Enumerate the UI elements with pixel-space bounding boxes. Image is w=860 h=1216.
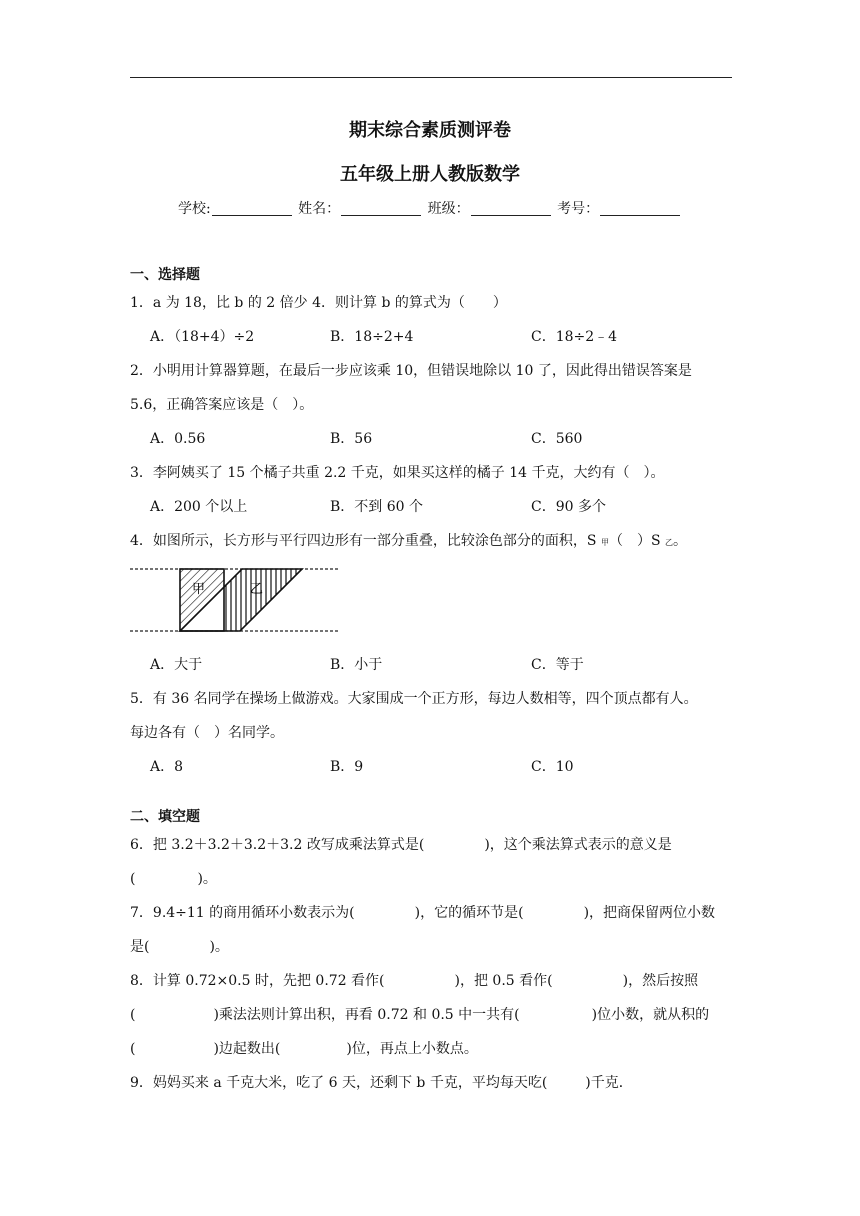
- student-info-line: [178, 198, 682, 218]
- q8-part8: )边起数出(: [213, 1041, 281, 1057]
- q7-part4: 是(: [130, 939, 150, 955]
- question-2-line2: 5.6，正确答案应该是（ ）。: [130, 397, 314, 413]
- q8-part2: )，把 0.5 看作(: [454, 973, 553, 989]
- q4-option-c[interactable]: C．等于: [531, 657, 584, 673]
- q5-option-a[interactable]: A．8: [150, 759, 184, 775]
- q4-subscript-yi: 乙: [665, 538, 673, 547]
- question-8-line1: [130, 970, 732, 990]
- section-heading-choice: 一、选择题: [130, 267, 200, 283]
- q7-part5: )。: [209, 939, 229, 955]
- exam-no-label: 考号：: [557, 201, 600, 217]
- q8-part5: )乘法法则计算出积，再看 0.72 和 0.5 中一共有(: [213, 1007, 520, 1023]
- q3-option-a[interactable]: A．200 个以上: [150, 499, 248, 515]
- q8-part9: )位，再点上小数点。: [346, 1041, 478, 1057]
- q2-option-a[interactable]: A．0.56: [150, 431, 206, 447]
- q8-part7: (: [130, 1041, 136, 1057]
- exam-no-blank[interactable]: [600, 201, 680, 216]
- q3-option-b[interactable]: B．不到 60 个: [330, 499, 424, 515]
- q8-part1: 8．计算 0.72×0.5 时，先把 0.72 看作(: [130, 973, 385, 989]
- question-7-line2: [130, 936, 732, 956]
- question-6-line1: [130, 834, 732, 854]
- q4-text-part2: （ ）S: [608, 533, 665, 549]
- question-1-text: 1．a 为 18，比 b 的 2 倍少 4．则计算 b 的算式为（ ）: [130, 295, 507, 311]
- q4-text-part3: 。: [673, 533, 687, 549]
- q9-part1: 9．妈妈买来 a 千克大米，吃了 6 天，还剩下 b 千克，平均每天吃(: [130, 1075, 548, 1091]
- q8-part3: )，然后按照: [622, 973, 699, 989]
- school-blank[interactable]: [212, 201, 292, 216]
- overlap-figure: [130, 563, 342, 637]
- q2-option-c[interactable]: C．560: [531, 431, 583, 447]
- q3-option-c[interactable]: C．90 多个: [531, 499, 606, 515]
- section-heading-fill: 二、填空题: [130, 809, 200, 825]
- q7-part1: 7．9.4÷11 的商用循环小数表示为(: [130, 905, 355, 921]
- q1-option-b[interactable]: B．18÷2+4: [330, 329, 414, 345]
- question-3-text: 3．李阿姨买了 15 个橘子共重 2.2 千克，如果买这样的橘子 14 千克，大约有（ ）。: [130, 465, 665, 481]
- question-7-line1: [130, 902, 732, 922]
- school-label: 学校:: [178, 201, 211, 217]
- page-title: 期末综合素质测评卷: [349, 120, 511, 141]
- name-label: 姓名：: [298, 201, 341, 217]
- figure-label-yi: 乙: [250, 582, 264, 597]
- q9-part2: )千克．: [585, 1075, 633, 1091]
- q5-option-b[interactable]: B．9: [330, 759, 364, 775]
- question-9-line1: [130, 1072, 732, 1092]
- q6-part1: 6．把 3.2＋3.2＋3.2＋3.2 改写成乘法算式是(: [130, 837, 425, 853]
- question-2-line1: 2．小明用计算器算题，在最后一步应该乘 10，但错误地除以 10 了，因此得出错误答案是: [130, 363, 692, 379]
- class-label: 班级：: [427, 201, 470, 217]
- q6-part4: )。: [197, 871, 217, 887]
- q1-option-a[interactable]: A．（18+4）÷2: [150, 329, 255, 345]
- q7-part3: )，把商保留两位小数: [583, 905, 716, 921]
- question-4-text: [130, 530, 732, 550]
- name-blank[interactable]: [341, 201, 421, 216]
- question-5-line1: 5．有 36 名同学在操场上做游戏。大家围成一个正方形，每边人数相等，四个顶点都有人。: [130, 691, 698, 707]
- q4-subscript-jia: 甲: [600, 538, 609, 547]
- q1-option-c[interactable]: C．18÷2﹣4: [531, 329, 618, 345]
- page-subtitle: 五年级上册人教版数学: [340, 164, 520, 185]
- q2-option-b[interactable]: B．56: [330, 431, 373, 447]
- q4-option-b[interactable]: B．小于: [330, 657, 383, 673]
- q5-option-c[interactable]: C．10: [531, 759, 574, 775]
- header-rule: [130, 77, 732, 78]
- q8-part4: (: [130, 1007, 136, 1023]
- shaded-region-yi: [224, 569, 302, 631]
- figure-label-jia: 甲: [192, 582, 206, 597]
- shaded-region-jia: [180, 569, 224, 631]
- question-8-line2: [130, 1004, 732, 1024]
- q4-option-a[interactable]: A．大于: [150, 657, 203, 673]
- question-6-line2: [130, 868, 732, 888]
- q7-part2: )，它的循环节是(: [414, 905, 524, 921]
- q6-part2: )，这个乘法算式表示的意义是: [484, 837, 672, 853]
- q8-part6: )位小数，就从积的: [591, 1007, 710, 1023]
- question-5-line2: 每边各有（ ）名同学。: [130, 725, 284, 741]
- class-blank[interactable]: [471, 201, 551, 216]
- q6-part3: (: [130, 871, 136, 887]
- question-8-line3: [130, 1038, 732, 1058]
- q4-text-part1: 4．如图所示，长方形与平行四边形有一部分重叠，比较涂色部分的面积，S: [130, 533, 601, 549]
